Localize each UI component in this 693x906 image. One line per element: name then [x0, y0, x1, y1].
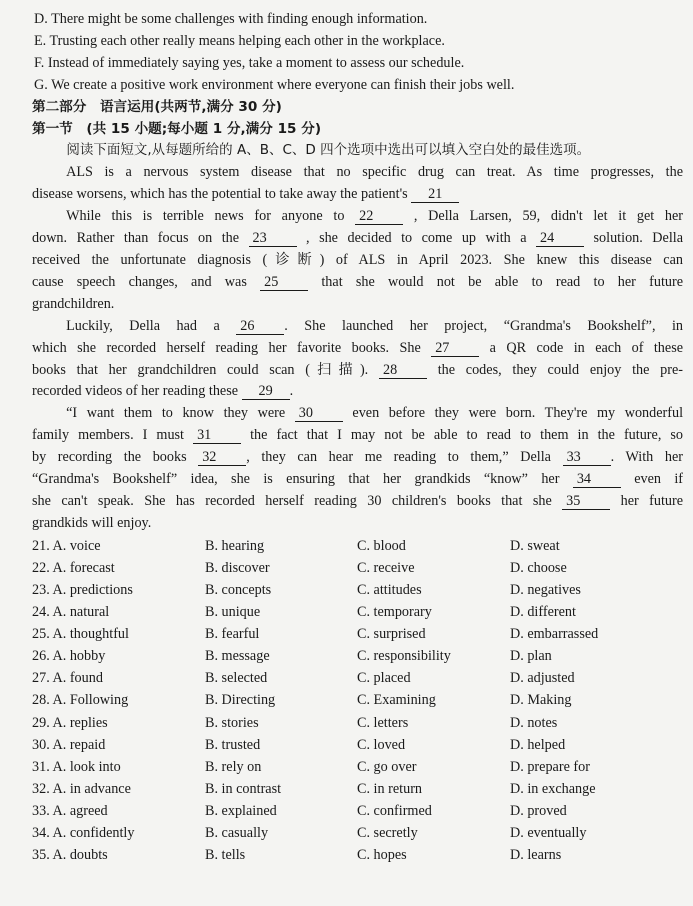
- option-a: 29. A. replies: [32, 714, 108, 731]
- option-d: D. different: [510, 604, 576, 621]
- option-f: F. Instead of immediately saying yes, take a moment to assess our schedule.: [34, 54, 465, 71]
- text: . She launched her project, “Grandma's Bookshelf”, in: [284, 317, 684, 334]
- text: the fact that I may not be able to read to them in the future, so: [250, 427, 684, 444]
- blank-31: 31: [193, 428, 241, 444]
- option-b: B. rely on: [205, 758, 262, 775]
- para4-line6: grandkids will enjoy.: [32, 514, 152, 531]
- option-a: 32. A. in advance: [32, 780, 131, 797]
- blank-35: 35: [562, 494, 610, 510]
- para4-line1: [32, 403, 683, 425]
- text: “I want them to know they were: [66, 405, 286, 422]
- option-c: C. letters: [357, 714, 409, 731]
- option-b: B. unique: [205, 604, 261, 621]
- option-a: 22. A. forecast: [32, 559, 115, 576]
- text: her future: [620, 492, 684, 509]
- text: , they can hear me reading to them,” Della: [246, 449, 551, 466]
- blank-21: 21: [411, 187, 459, 203]
- option-c: C. placed: [357, 670, 411, 687]
- option-a: 24. A. natural: [32, 604, 110, 621]
- para4-line2: [32, 425, 683, 447]
- text: recorded videos of her reading these: [32, 383, 239, 400]
- option-d: D. learns: [510, 847, 562, 864]
- option-d: D. helped: [510, 736, 566, 753]
- option-c: C. surprised: [357, 626, 426, 643]
- option-d: D. Making: [510, 692, 572, 709]
- para3-line4: [32, 381, 683, 403]
- text: .: [289, 383, 294, 400]
- passage: [32, 162, 683, 534]
- option-c: C. in return: [357, 780, 423, 797]
- para3-line3: [32, 360, 683, 382]
- text: she can't speak. She has recorded herself reading 30 children's books that she: [32, 492, 552, 509]
- option-b: B. casually: [205, 824, 269, 841]
- option-a: 21. A. voice: [32, 537, 101, 554]
- option-b: B. message: [205, 648, 270, 665]
- text: books that her grandchildren could scan (扫描).: [32, 361, 369, 378]
- option-a: 27. A. found: [32, 670, 103, 687]
- option-d: D. plan: [510, 648, 552, 665]
- option-d: D. embarrassed: [510, 626, 599, 643]
- text: down. Rather than focus on the: [32, 230, 240, 247]
- blank-30: 30: [295, 406, 343, 422]
- text: which she recorded herself reading her favorite books. She: [32, 339, 421, 356]
- option-d: D. choose: [510, 559, 567, 576]
- option-a: 30. A. repaid: [32, 736, 106, 753]
- text: , she decided to come up with a: [306, 230, 527, 247]
- text: Luckily, Della had a: [66, 317, 220, 334]
- para2-line1: [32, 206, 683, 228]
- question-row: [32, 535, 683, 557]
- text: by recording the books: [32, 449, 187, 466]
- option-a: 31. A. look into: [32, 758, 121, 775]
- option-c: C. go over: [357, 758, 417, 775]
- option-c: C. secretly: [357, 824, 418, 841]
- para1-line2: [32, 184, 683, 206]
- text: disease worsens, which has the potential to take away the patient's: [32, 186, 408, 203]
- question-row: [32, 645, 683, 667]
- para2-line5: grandchildren.: [32, 295, 115, 312]
- option-b: B. trusted: [205, 736, 261, 753]
- blank-34: 34: [573, 472, 621, 488]
- option-b: B. Directing: [205, 692, 276, 709]
- para3-line2: [32, 338, 683, 360]
- text: family members. I must: [32, 427, 185, 444]
- section1-heading: 第一节 (共 15 小题;每小题 1 分,满分 15 分): [32, 120, 322, 137]
- para1-line1: ALS is a nervous system disease that no specific drug can treat. As time progresses, the: [66, 164, 683, 181]
- option-a: 28. A. Following: [32, 692, 129, 709]
- option-a: 23. A. predictions: [32, 581, 133, 598]
- option-b: B. discover: [205, 559, 270, 576]
- option-b: B. tells: [205, 847, 246, 864]
- blank-24: 24: [536, 231, 584, 247]
- instructions: [34, 140, 683, 162]
- text: solution. Della: [593, 230, 684, 247]
- text: , Della Larsen, 59, didn't let it get her: [413, 208, 684, 225]
- question-row: [32, 800, 683, 822]
- question-row: [32, 689, 683, 711]
- option-g: G. We create a positive work environment where everyone can finish their jobs well.: [34, 76, 515, 93]
- option-b: B. concepts: [205, 581, 272, 598]
- blank-28: 28: [379, 363, 427, 379]
- part2-heading: 第二部分 语言运用(共两节,满分 30 分): [32, 98, 282, 115]
- option-e: E. Trusting each other really means helping each other in the workplace.: [34, 32, 445, 49]
- question-row: [32, 822, 683, 844]
- option-b: B. stories: [205, 714, 259, 731]
- blank-29: 29: [242, 384, 290, 400]
- para3-line1: [32, 316, 683, 338]
- option-c: C. Examining: [357, 692, 436, 709]
- blank-22: 22: [355, 209, 403, 225]
- question-row: [32, 579, 683, 601]
- option-b: B. fearful: [205, 626, 260, 643]
- para2-line4: [32, 272, 683, 294]
- option-d: D. adjusted: [510, 670, 575, 687]
- option-c: C. loved: [357, 736, 406, 753]
- option-d: D. proved: [510, 802, 567, 819]
- option-c: C. blood: [357, 537, 406, 554]
- question-row: [32, 756, 683, 778]
- option-a: 35. A. doubts: [32, 847, 108, 864]
- option-d: D. negatives: [510, 581, 581, 598]
- blank-23: 23: [249, 231, 297, 247]
- previous-options: [34, 9, 683, 97]
- instructions-text: 阅读下面短文,从每题所给的 A、B、C、D 四个选项中选出可以填入空白处的最佳选项。: [66, 142, 591, 159]
- option-b: B. hearing: [205, 537, 265, 554]
- option-b: B. selected: [205, 670, 268, 687]
- question-row: [32, 557, 683, 579]
- text: While this is terrible news for anyone to: [66, 208, 345, 225]
- option-c: C. attitudes: [357, 581, 422, 598]
- option-c: C. receive: [357, 559, 415, 576]
- question-row: [32, 712, 683, 734]
- option-c: C. responsibility: [357, 648, 451, 665]
- option-d: D. eventually: [510, 824, 587, 841]
- text: that she would not be able to read to her future: [321, 273, 684, 290]
- option-b: B. explained: [205, 802, 277, 819]
- para2-line3: received the unfortunate diagnosis (诊断) of ALS in April 2023. She knew this disease can: [32, 251, 683, 268]
- option-d: D. notes: [510, 714, 558, 731]
- para2-line2: [32, 228, 683, 250]
- question-row: [32, 601, 683, 623]
- blank-26: 26: [236, 319, 284, 335]
- option-c: C. confirmed: [357, 802, 432, 819]
- question-row: [32, 734, 683, 756]
- question-row: [32, 667, 683, 689]
- option-d: D. There might be some challenges with finding enough information.: [34, 11, 428, 27]
- option-d: D. prepare for: [510, 758, 590, 775]
- para4-line3: [32, 447, 683, 469]
- text: . With her: [610, 449, 683, 466]
- option-d: D. in exchange: [510, 780, 596, 797]
- option-c: C. temporary: [357, 604, 432, 621]
- question-row: [32, 778, 683, 800]
- option-a: 34. A. confidently: [32, 824, 135, 841]
- text: cause speech changes, and was: [32, 273, 247, 290]
- option-a: 25. A. thoughtful: [32, 626, 129, 643]
- text: a QR code in each of these: [489, 339, 684, 356]
- question-row: [32, 623, 683, 645]
- para4-line4: [32, 469, 683, 491]
- blank-27: 27: [431, 341, 479, 357]
- option-a: 33. A. agreed: [32, 802, 108, 819]
- blank-32: 32: [198, 450, 246, 466]
- text: the codes, they could enjoy the pre-: [437, 361, 683, 378]
- option-a: 26. A. hobby: [32, 648, 106, 665]
- option-c: C. hopes: [357, 847, 407, 864]
- blank-33: 33: [563, 450, 611, 466]
- para4-line5: [32, 491, 683, 513]
- blank-25: 25: [260, 275, 308, 291]
- text: even if: [634, 471, 684, 488]
- text: “Grandma's Bookshelf” idea, she is ensuring that her grandkids “know” her: [32, 471, 560, 488]
- option-b: B. in contrast: [205, 780, 282, 797]
- question-row: [32, 844, 683, 866]
- text: even before they were born. They're my wonderful: [352, 405, 684, 422]
- option-d: D. sweat: [510, 537, 560, 554]
- question-options: [32, 535, 683, 866]
